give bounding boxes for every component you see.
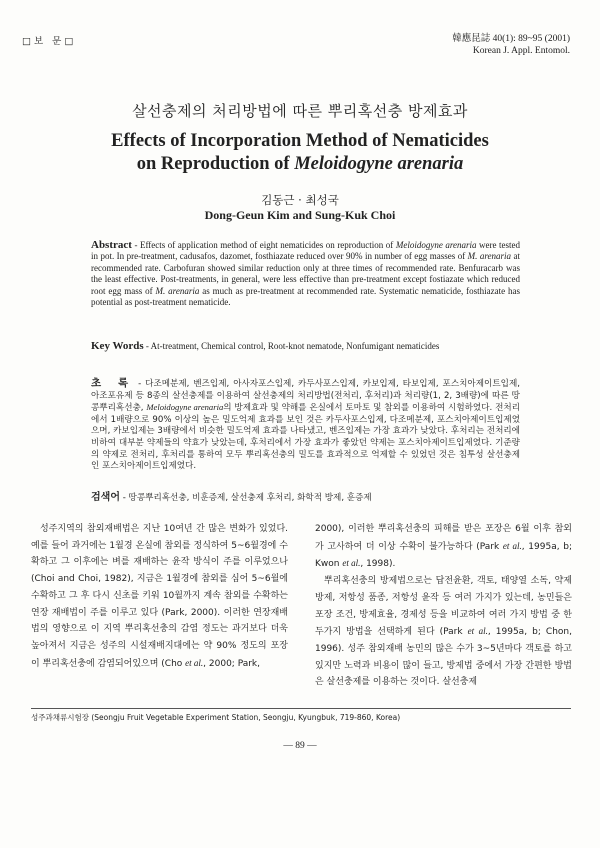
section-tag: □보 문□ bbox=[22, 36, 77, 47]
authors-korean: 김동근 · 최성국 bbox=[261, 193, 339, 207]
journal-citation bbox=[452, 33, 570, 57]
abstract-species: Meloidogyne arenaria bbox=[395, 240, 477, 250]
korean-abstract-text: - 다조메분제, 벤즈입제, 아사자포스입제, 카두사포스입제, 카보입제, 타보입제, 포스치아제이트입제, 아조포유제 등 8종의 살선충제를 이용하여 살선충제의 처리방법(전처리, 후처리)과 처리량(1, 2, 3배량)에 따른 땅콩뿌리혹선충, bbox=[91, 379, 520, 414]
abstract-text: - Effects of application method of eight nematicides on reproduction of bbox=[131, 240, 396, 250]
journal-volume-line: 韓應昆誌 40(1): 89~95 (2001) bbox=[452, 34, 570, 44]
body-text: 2000), 이러한 뿌리혹선충의 피해를 받은 포장은 6월 이후 참외가 고사하여 더 이상 수확이 불가능하다 (Park bbox=[315, 524, 572, 552]
page-number: — 89 — bbox=[283, 741, 317, 751]
abstract-species: M. arenaria bbox=[467, 251, 512, 262]
body-text: , 1998). bbox=[360, 559, 396, 570]
title-english bbox=[0, 130, 600, 176]
abstract-text: as much as pre-treatment at recommended rate. Systematic nematicide, fosthiazate has potential as post-treatment nematicide. bbox=[91, 285, 520, 308]
body-text: 뿌리혹선충의 방제법으로는 답전윤환, 객토, 태양열 소독, 약제방제, 저항성 품종, 저항성 윤작 등 여러 가지가 있는데, 농민들은 포장 조건, 방제효율, 경제성 등을 비교하여 여러 가지 방법 중 한두가지 방법을 선택하게 된다 (Park bbox=[315, 576, 572, 638]
citation-etal: et al. bbox=[342, 558, 361, 569]
keywords-label: Key Words bbox=[91, 340, 144, 352]
title-korean: 살선충제의 처리방법에 따른 뿌리혹선충 방제효과 bbox=[132, 102, 468, 120]
korean-abstract-text: 의 방제효과 및 약해를 온실에서 토마토 및 참외를 이용하여 시험하였다. 전처리에서 1배량으로 90% 이상의 높은 밀도억제 효과를 보인 것은 카두사포스입제, 다조메분제, 포스치아제이트입제였으며, 카보입제는 3배량에서 비슷한 밀도억제 효과를 나타냈고, 벤즈입제는 가장 효과가 낮았다. 후처리는 전처리에 비하여 대부분 약제들의 약효가 낮았는데, 후처리에서 가장 효과가 좋았던 약제는 포스치아제이트입제였다. 기준량의 약제로 전처리, 후처리를 통하여 모두 뿌리혹선충의 밀도를 효과적으로 억제할 수 있었던 것은 침투성 살선충제인 포스치아제이트입제였다. bbox=[91, 403, 520, 472]
affiliation-footnote: 성주과채류시험장 (Seongju Fruit Vegetable Experiment Station, Seongju, Kyungbuk, 719-860, Korea) bbox=[31, 713, 401, 722]
abstract-english bbox=[91, 240, 520, 308]
title-english-line2 bbox=[0, 153, 600, 176]
body-text: , 1995a, b; Kwon bbox=[315, 541, 573, 570]
title-species-name: Meloidogyne arenaria bbox=[294, 154, 464, 174]
korean-abstract-species: Meloidogyne arenaria bbox=[146, 402, 224, 413]
abstract-species: M. arenaria bbox=[155, 285, 200, 296]
body-text: , 2000; Park, bbox=[203, 658, 261, 669]
title-english-line1: Effects of Incorporation Method of Nematicides bbox=[111, 131, 489, 151]
korean-keywords-label: 검색어 bbox=[91, 492, 120, 503]
abstract-label: Abstract bbox=[91, 239, 132, 251]
authors-english: Dong-Geun Kim and Sung-Kuk Choi bbox=[204, 208, 396, 222]
abstract-text: at recommended rate. Carbofuran showed similar reduction only at three times of recommended rate. Benfuracarb was the least effective. Post-treatments, in general, were less effective than pre-treatment except fostiazate which reduced root egg mass of bbox=[91, 251, 520, 296]
keywords-text: - At-treatment, Chemical control, Root-knot nematode, Nonfumigant nematicides bbox=[143, 341, 440, 351]
citation-etal: et al. bbox=[185, 657, 204, 668]
keywords-english bbox=[91, 341, 520, 352]
citation-etal: et al. bbox=[467, 626, 488, 637]
citation-etal: et al. bbox=[502, 540, 522, 551]
footnote-divider bbox=[31, 708, 571, 709]
abstract-text: were tested in pot. In pre-treatment, cadusafos, dazomet, fosthiazate reduced over 90% in number of egg masses of bbox=[91, 240, 520, 262]
abstract-korean bbox=[91, 378, 520, 473]
keywords-korean bbox=[91, 488, 520, 503]
korean-keywords-text: - 땅콩뿌리혹선충, 비훈증제, 살선충제 후처리, 화학적 방제, 훈증제 bbox=[119, 493, 372, 503]
body-column-left bbox=[31, 521, 288, 672]
body-text: 성주지역의 참외재배법은 지난 10여년 간 많은 변화가 있었다. 예를 들어 과거에는 1월경 온실에 참외를 정식하여 5~6월경에 수확하고 그 이후에는 벼를 재배하는 윤작 방식이 주를 이루었으나 (Choi and Choi, 1982), 지금은 1월경에 참외를 심어 5~6월에 수확하고 그 후 다시 신초를 키워 10월까지 계속 참외를 수확하는 연장 재배법이 주를 이루고 있다 (Park, 2000). 이러한 연장재배법의 영향으로 이 지역 뿌리혹선충의 감염 정도는 과거보다 더욱 높아져서 지금은 성주의 시설재배지대에는 약 90% 정도의 포장이 뿌리혹선충에 감염되어있으며 (Cho bbox=[31, 524, 288, 669]
body-column-right bbox=[315, 521, 572, 691]
body-text: , 1995a, b; Chon, 1996). 성주 참외재배 농민의 많은 수가 3~5년마다 객토를 하고 있지만 노력과 비용이 많이 들고, 방제법 중에서 가장 간편한 방법은 살선충제를 이용하는 것이다. 살선충제 bbox=[315, 627, 572, 688]
title-english-line2-text: on Reproduction of bbox=[136, 154, 295, 174]
journal-name-line: Korean J. Appl. Entomol. bbox=[472, 46, 570, 56]
korean-abstract-label: 초 록 bbox=[91, 377, 135, 389]
